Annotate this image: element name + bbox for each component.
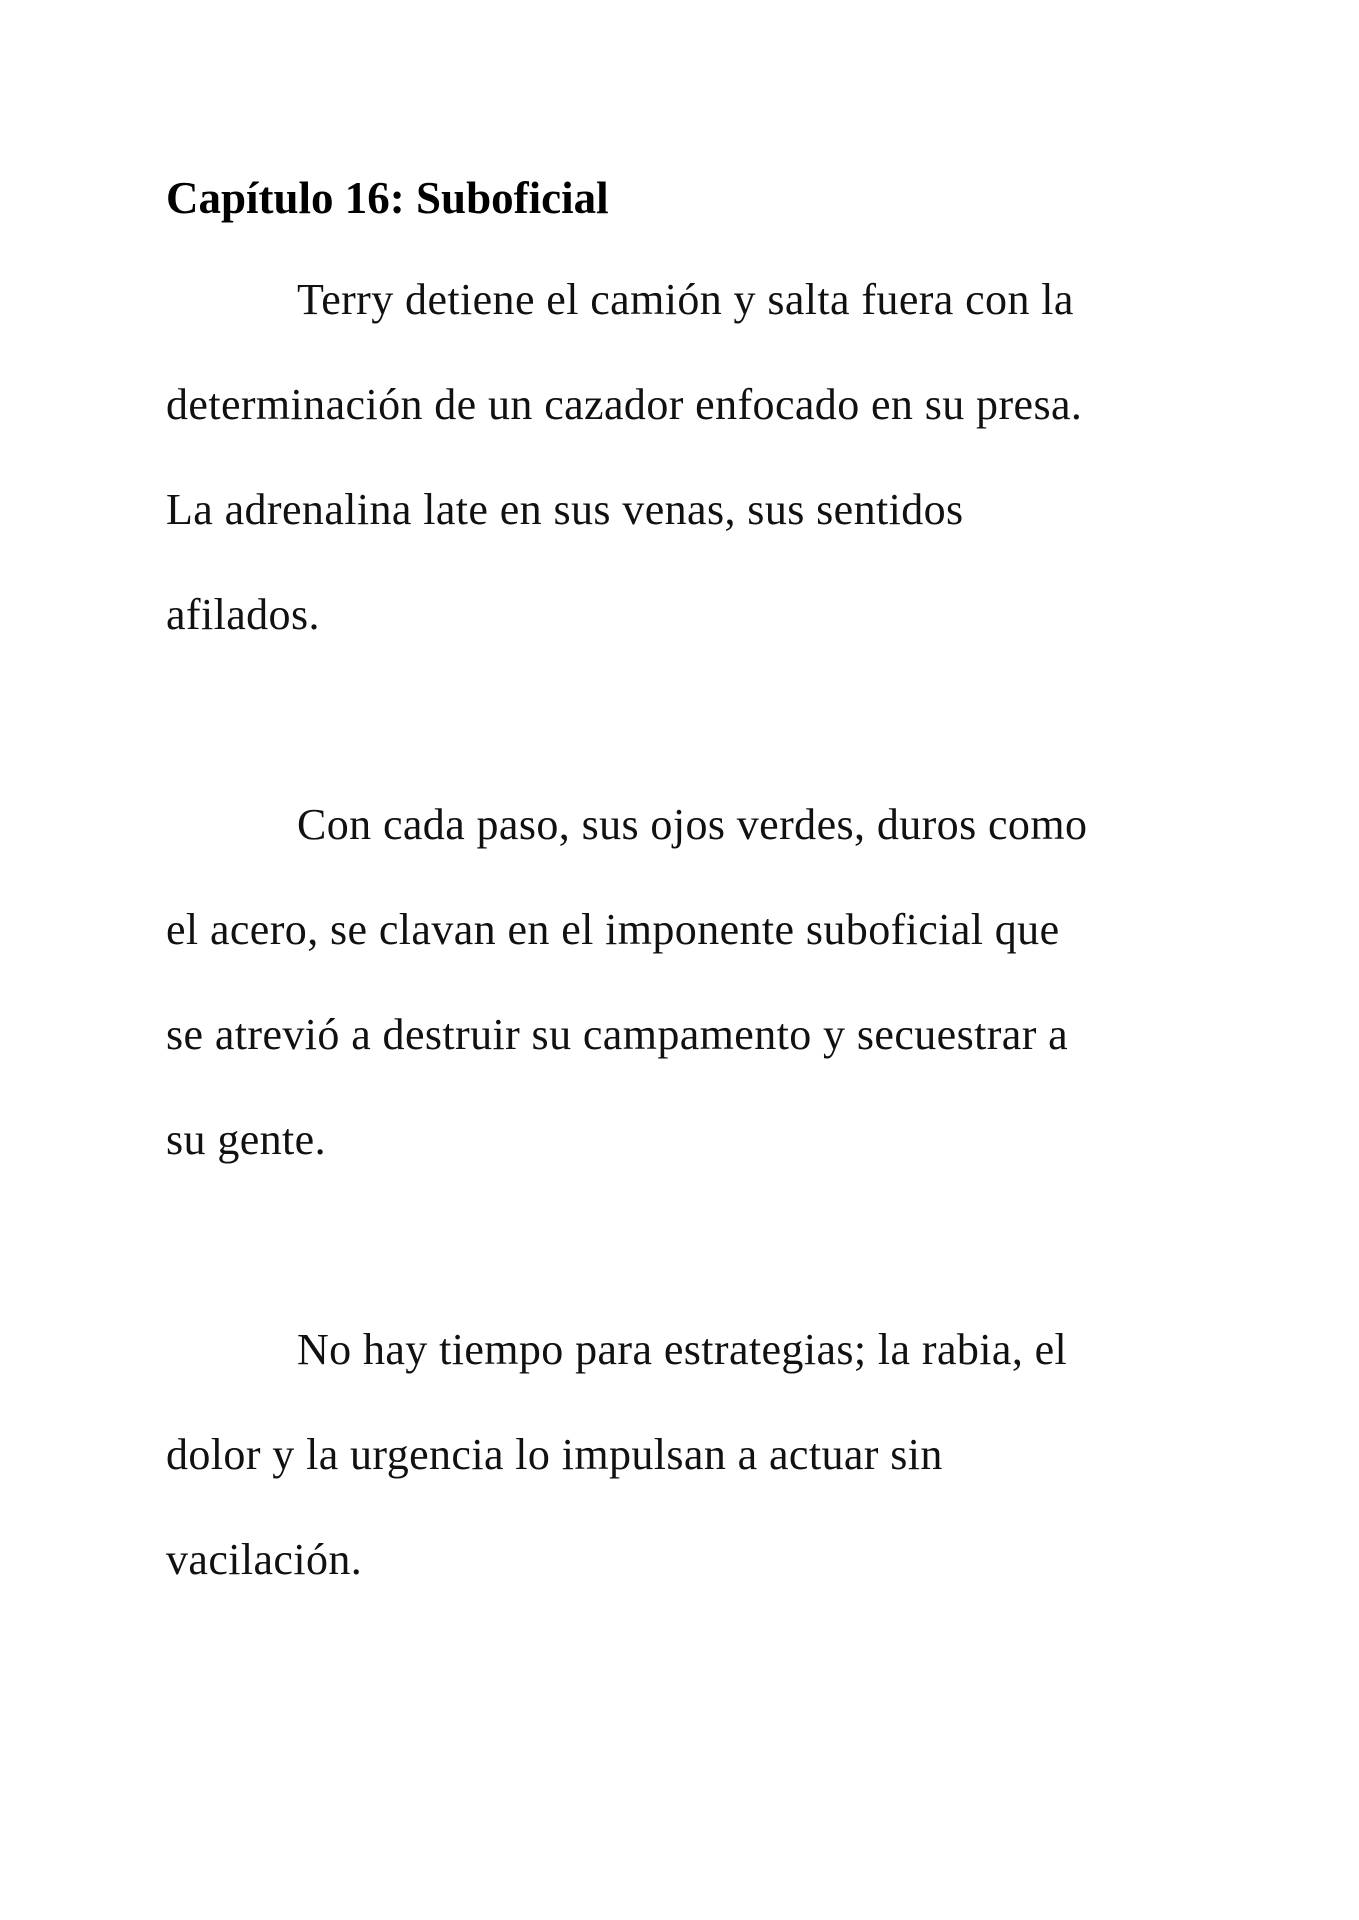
paragraph-1-line-3: La adrenalina late en sus venas, sus sentidos: [166, 485, 964, 534]
paragraph-1-line-2: determinación de un cazador enfocado en su presa.: [166, 380, 1083, 429]
paragraph-2-line-1: Con cada paso, sus ojos verdes, duros como: [297, 800, 1088, 849]
paragraph-1-line-1: Terry detiene el camión y salta fuera con la: [297, 275, 1074, 324]
paragraph-3-line-1: No hay tiempo para estrategias; la rabia, el: [297, 1325, 1068, 1374]
paragraph-3-line-3: vacilación.: [166, 1535, 363, 1584]
chapter-title: Capítulo 16: Suboficial: [166, 173, 609, 223]
paragraph-2-line-4: su gente.: [166, 1115, 327, 1164]
paragraph-2-line-3: se atrevió a destruir su campamento y secuestrar a: [166, 1010, 1069, 1059]
paragraph-2-line-2: el acero, se clavan en el imponente suboficial que: [166, 905, 1060, 954]
paragraph-1-line-4: afilados.: [166, 590, 320, 639]
paragraph-3-line-2: dolor y la urgencia lo impulsan a actuar sin: [166, 1430, 943, 1479]
